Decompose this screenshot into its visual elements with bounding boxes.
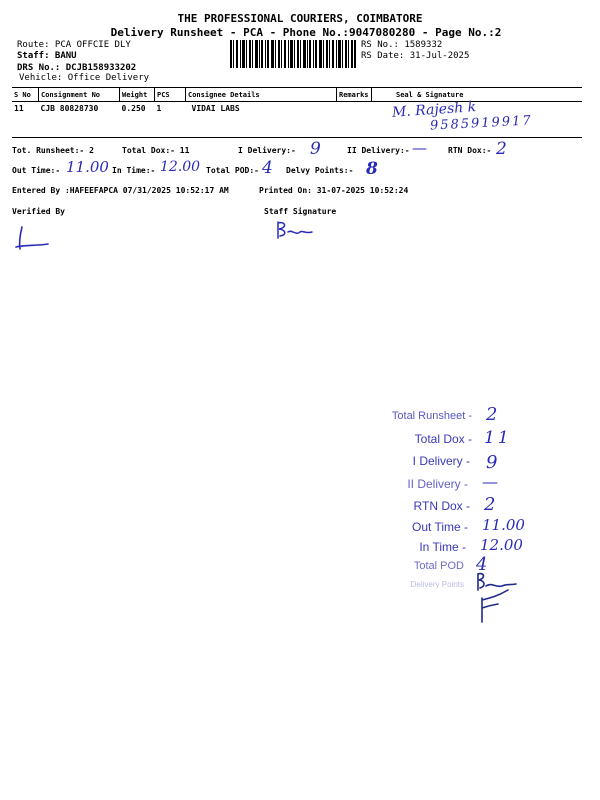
staff-signature-label: Staff Signature [264,207,337,216]
cell-pcs: 1 [156,104,162,113]
verifier-signature-mark [14,225,54,253]
stamp-label-runsheet: Total Runsheet - [391,410,472,422]
delvy-points-label: Delvy Points:- [286,166,354,175]
stamp-value-ii-delivery: — [482,472,498,491]
summary-stamp [360,404,560,628]
entered-by: Entered By :HAFEEFAPCA 07/31/2025 10:52:17 AM [12,186,229,195]
stamp-label-i-delivery: I Delivery - [412,454,470,468]
col-header-pcs: PCS [155,88,186,102]
stamp-label-in-time: In Time - [419,540,466,554]
col-header-consignee: Consignee Details [186,88,337,102]
cell-sno: 11 [14,104,24,113]
i-delivery-label: I Delivery:- [238,146,296,155]
i-delivery-value: 9 [310,139,321,159]
stamp-value-out-time: 11.00 [482,516,525,534]
printed-on: Printed On: 31-07-2025 10:52:24 [259,186,409,195]
cell-consignment: CJB 80828730 [40,104,99,113]
receiver-signature: M. Rajesh k [391,99,477,121]
stamp-value-rtn: 2 [484,494,496,515]
col-header-sno: S No [12,88,39,102]
stamp-value-runsheet: 2 [486,404,498,425]
stamp-value-i-delivery: 9 [486,452,498,473]
verified-by-label: Verified By [12,207,65,216]
route-text: Route: PCA OFFCIE DLY [17,40,131,50]
total-dox: Total Dox:- 11 [122,146,190,155]
stamp-label-rtn: RTN Dox - [413,499,470,513]
company-name: THE PROFESSIONAL COURIERS, COIMBATORE [177,12,423,25]
rs-number: RS No.: 1589332 [361,40,443,50]
vehicle-text: Vehicle: Office Delivery [19,73,150,83]
rtn-dox-label: RTN Dox:- [448,146,492,155]
staff-signature-mark [272,218,316,242]
ii-delivery-label: II Delivery:- [347,146,410,155]
barcode-image [230,40,356,68]
cell-weight: 0.250 [121,104,146,113]
total-pod-label: Total POD:- [206,166,259,175]
table-bottom-rule [12,137,582,138]
rs-date: RS Date: 31-Jul-2025 [361,51,470,61]
table-header-row [12,88,582,102]
rtn-dox-value: 2 [496,139,507,159]
stamp-label-ii-delivery: II Delivery - [407,477,468,491]
col-header-remarks: Remarks [337,88,372,102]
stamp-label-dox: Total Dox - [414,432,472,446]
out-time-value: 11.00 [66,158,109,176]
ii-delivery-value: — [412,139,427,157]
in-time-label: In Time:- [112,166,156,175]
stamp-value-total-pod: 4 [476,554,488,575]
delvy-points-value: 8 [366,159,378,179]
staff-text: Staff: BANU [17,51,77,61]
stamp-label-delivery-points: Delivery Points [410,580,464,589]
drs-number: DRS No.: DCJB158933202 [17,63,137,73]
stamp-value-in-time: 12.00 [480,536,523,554]
col-header-seal: Seal & Signature [372,88,583,102]
receiver-phone: 9585919917 [429,113,534,134]
total-pod-value: 4 [262,158,273,178]
col-header-consignment: Consignment No [39,88,120,102]
in-time-value: 12.00 [160,159,201,175]
tot-runsheet: Tot. Runsheet:- 2 [12,146,94,155]
stamp-label-out-time: Out Time - [411,520,468,534]
out-time-label: Out Time:- [12,166,61,175]
cell-consignee: VIDAI LABS [191,104,240,113]
stamp-signature-mark [472,568,532,626]
runsheet-title: Delivery Runsheet - PCA - Phone No.:9047080280 - Page No.:2 [110,26,502,39]
stamp-label-total-pod: Total POD [413,560,464,572]
stamp-value-dox: 11 [484,428,512,448]
cell-remarks [337,102,372,147]
col-header-weight: Weight [120,88,155,102]
